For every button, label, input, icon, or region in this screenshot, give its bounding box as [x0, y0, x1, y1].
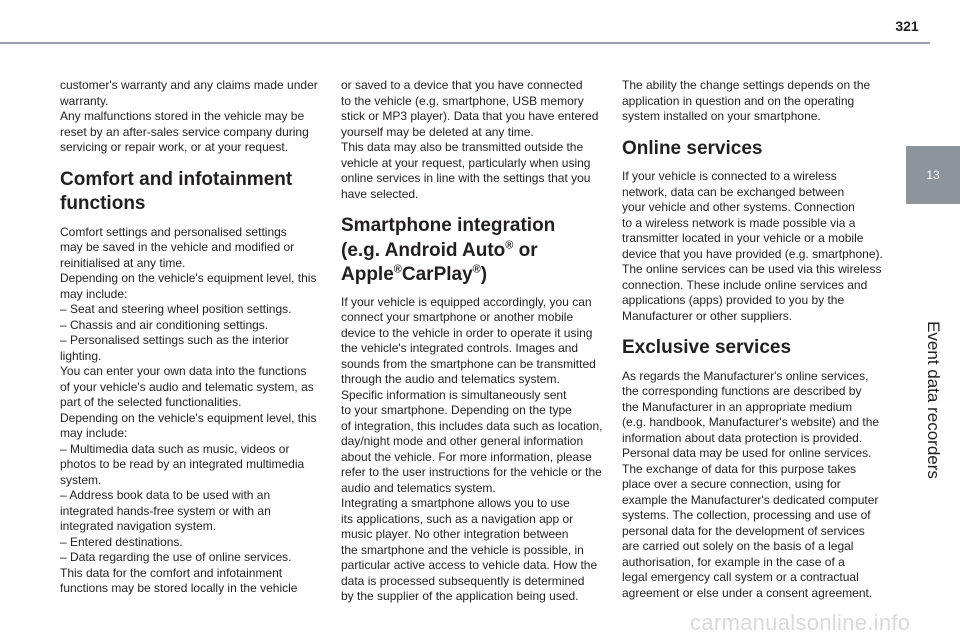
heading-line-3c: ): [480, 264, 488, 285]
heading-smartphone-integration: [341, 214, 621, 288]
heading-line-2b: or: [513, 239, 538, 261]
header-divider: [0, 42, 930, 44]
heading-online-services: Online services: [622, 137, 763, 159]
paragraph-online-services: If your vehicle is connected to a wireless network, data can be exchanged between your vehicle and other systems. Connection to a wireless network is made possible via a transmitter located in your vehicle or a mobile device that you have provided (e.g. smartphone). The online services can be used via this wireless connection. These include online services and applications (apps) provided to you by the Manufacturer or other suppliers.: [622, 169, 883, 323]
paragraph-smartphone: If your vehicle is equipped accordingly, you can connect your smartphone or another mobile device to the vehicle in order to operate it using the vehicle's integrated controls. Images and sounds from the smartphone can be transmitted through the audio and telematics system. Specific information is simultaneously sent to your smartphone. Depending on the type of integration, this includes data such as location, day/night mode and other general information about the vehicle. For more information, please refer to the user instructions for the vehicle or the audio and telematics system. Integrating a smartphone allows you to use its applications, such as a navigation app or music player. No other integration between the smartphone and the vehicle is possible, in particular active access to vehicle data. How the data is processed subsequently is determined by the supplier of the application being used.: [341, 294, 603, 603]
heading-line-3b: CarPlay: [401, 264, 473, 285]
heading-line-1: Smartphone integration: [341, 215, 556, 236]
heading-line-2a: (e.g. Android Auto: [341, 239, 506, 261]
registered-mark: ®: [393, 263, 402, 276]
watermark: carmanualsonline.info: [690, 610, 911, 635]
paragraph-change-settings: The ability the change settings depends on the application in question and on the operating system installed on your smartphone.: [622, 78, 871, 123]
chapter-number: 13: [926, 168, 940, 182]
heading-comfort-infotainment: [60, 168, 332, 217]
chapter-title: Event data recorders: [924, 321, 943, 479]
paragraph-exclusive-services: As regards the Manufacturer's online services, the corresponding functions are described by the Manufacturer in an appropriate medium (e.g. handbook, Manufacturer's website) and the information about data protection is provided. Personal data may be used for online services. The exchange of data for this purpose takes place over a secure connection, using for example the Manufacturer's dedicated computer systems. The collection, processing and use of personal data for the development of services are carried out solely on the basis of a legal authorisation, for example in the case of a legal emergency call system or a contractual agreement or else under a consent agreement.: [622, 368, 880, 600]
column-2: [341, 78, 621, 605]
heading-exclusive-services: Exclusive services: [622, 337, 792, 358]
heading-line-1: Comfort and infotainment: [60, 168, 293, 190]
column-1: [60, 78, 332, 597]
registered-mark: ®: [505, 239, 514, 252]
paragraph-warranty: customer's warranty and any claims made under warranty. Any malfunctions stored in the vehicle may be reset by an after-sales service company during servicing or repair work, or at your request.: [60, 78, 318, 154]
heading-line-2: functions: [60, 193, 146, 214]
column-3: [622, 78, 890, 601]
page-number: 321: [895, 18, 919, 34]
paragraph-device-storage: or saved to a device that you have connected to the vehicle (e.g. smartphone, USB memory stick or MP3 player). Data that you have entered yourself may be deleted at any time. This data may also be transmitted outside the vehicle at your request, particularly when using online services in line with the settings that you have selected.: [341, 78, 599, 201]
chapter-tab: [906, 146, 960, 204]
heading-line-3a: Apple: [341, 264, 394, 285]
paragraph-comfort-settings: Comfort settings and personalised settings may be saved in the vehicle and modified or reinitialised at any time. Depending on the vehicle's equipment level, this may include: – Seat and steering wheel position settings. – Chassis and air conditioning settings. – Personalised settings such as the interior lighting. You can enter your own data into the functions of your vehicle's audio and telematic system, as part of the selected functionalities. Depending on the vehicle's equipment level, this may include: – Multimedia data such as music, videos or photos to be read by an integrated multimedia system. – Address book data to be used with an integrated hands-free system or with an integrated navigation system. – Entered destinations. – Data regarding the use of online services. This data for the comfort and infotainment functions may be stored locally in the vehicle: [60, 224, 317, 595]
registered-mark: ®: [472, 263, 481, 276]
